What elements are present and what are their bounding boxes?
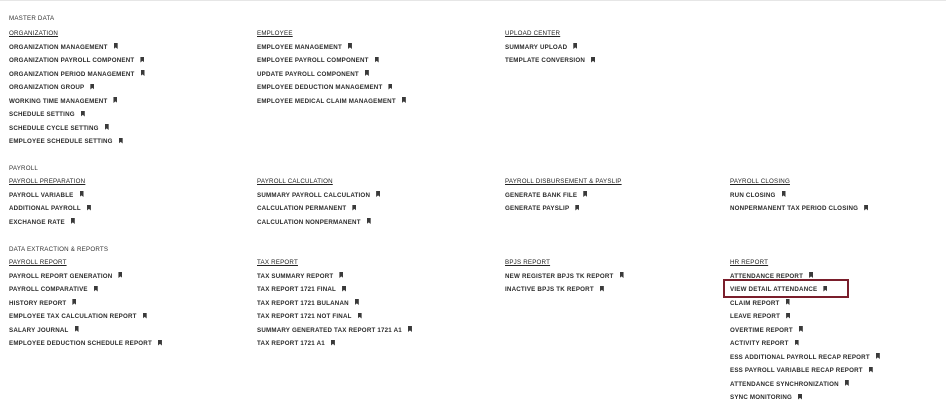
- menu-link-claim-report[interactable]: CLAIM REPORT: [730, 297, 880, 311]
- section-title-master-data: MASTER DATA: [9, 15, 55, 22]
- bookmark-icon[interactable]: [114, 43, 118, 49]
- group-title-tax-report: TAX REPORT: [257, 259, 298, 266]
- menu-link-payroll-comparative[interactable]: PAYROLL COMPARATIVE: [9, 283, 162, 297]
- menu-link-update-payroll-component[interactable]: UPDATE PAYROLL COMPONENT: [257, 68, 406, 82]
- bookmark-icon[interactable]: [823, 286, 827, 292]
- menu-link-payroll-report-generation[interactable]: PAYROLL REPORT GENERATION: [9, 270, 162, 284]
- group-title-payroll-calculation: PAYROLL CALCULATION: [257, 178, 333, 185]
- bookmark-icon[interactable]: [72, 299, 76, 305]
- menu-link-employee-payroll-component[interactable]: EMPLOYEE PAYROLL COMPONENT: [257, 54, 406, 68]
- group-payroll-disbursement-payslip: [505, 175, 622, 216]
- group-payroll-closing: [730, 175, 868, 216]
- bookmark-icon[interactable]: [113, 97, 117, 103]
- menu-link-calculation-permanent[interactable]: CALCULATION PERMANENT: [257, 202, 380, 216]
- group-employee: [257, 27, 406, 108]
- menu-link-tax-report-1721-not-final[interactable]: TAX REPORT 1721 NOT FINAL: [257, 310, 412, 324]
- group-upload-center: [505, 27, 595, 68]
- bookmark-icon[interactable]: [331, 340, 335, 346]
- bookmark-icon[interactable]: [158, 340, 162, 346]
- bookmark-icon[interactable]: [365, 70, 369, 76]
- menu-link-ess-payroll-variable-recap-report[interactable]: ESS PAYROLL VARIABLE RECAP REPORT: [730, 364, 880, 378]
- bookmark-icon[interactable]: [90, 84, 94, 90]
- menu-link-organization-group[interactable]: ORGANIZATION GROUP: [9, 81, 145, 95]
- menu-link-overtime-report[interactable]: OVERTIME REPORT: [730, 324, 880, 338]
- bookmark-icon[interactable]: [782, 191, 786, 197]
- bookmark-icon[interactable]: [869, 367, 873, 373]
- menu-link-template-conversion[interactable]: TEMPLATE CONVERSION: [505, 54, 595, 68]
- bookmark-icon[interactable]: [355, 299, 359, 305]
- section-title-data-extraction-reports: DATA EXTRACTION & REPORTS: [9, 246, 109, 253]
- group-tax-report: [257, 256, 412, 351]
- bookmark-icon[interactable]: [75, 326, 79, 332]
- menu-link-organization-payroll-component[interactable]: ORGANIZATION PAYROLL COMPONENT: [9, 54, 145, 68]
- bookmark-icon[interactable]: [786, 299, 790, 305]
- menu-link-generate-payslip[interactable]: GENERATE PAYSLIP: [505, 202, 622, 216]
- menu-link-sync-monitoring[interactable]: SYNC MONITORING: [730, 391, 880, 405]
- bookmark-icon[interactable]: [87, 205, 91, 211]
- menu-link-schedule-cycle-setting[interactable]: SCHEDULE CYCLE SETTING: [9, 122, 145, 136]
- bookmark-icon[interactable]: [573, 43, 577, 49]
- bookmark-icon[interactable]: [798, 394, 802, 400]
- menu-link-employee-management[interactable]: EMPLOYEE MANAGEMENT: [257, 41, 406, 55]
- bookmark-icon[interactable]: [408, 326, 412, 332]
- group-hr-report: [730, 256, 880, 405]
- menu-link-additional-payroll[interactable]: ADDITIONAL PAYROLL: [9, 202, 91, 216]
- bookmark-icon[interactable]: [600, 286, 604, 292]
- bookmark-icon[interactable]: [809, 272, 813, 278]
- menu-link-tax-report-1721-final[interactable]: TAX REPORT 1721 FINAL: [257, 283, 412, 297]
- bookmark-icon[interactable]: [71, 218, 75, 224]
- menu-link-summary-upload[interactable]: SUMMARY UPLOAD: [505, 41, 595, 55]
- section-title-payroll: PAYROLL: [9, 165, 39, 172]
- bookmark-icon[interactable]: [342, 286, 346, 292]
- menu-link-generate-bank-file[interactable]: GENERATE BANK FILE: [505, 189, 622, 203]
- menu-link-employee-medical-claim-management[interactable]: EMPLOYEE MEDICAL CLAIM MANAGEMENT: [257, 95, 406, 109]
- bookmark-icon[interactable]: [143, 313, 147, 319]
- bookmark-icon[interactable]: [367, 218, 371, 224]
- group-payroll-preparation: [9, 175, 91, 229]
- bookmark-icon[interactable]: [140, 57, 144, 63]
- group-title-payroll-preparation: PAYROLL PREPARATION: [9, 178, 86, 185]
- group-title-hr-report: HR REPORT: [730, 259, 769, 266]
- bookmark-icon[interactable]: [339, 272, 343, 278]
- group-title-employee: EMPLOYEE: [257, 30, 293, 37]
- bookmark-icon[interactable]: [105, 124, 109, 130]
- bookmark-icon[interactable]: [388, 84, 392, 90]
- menu-link-summary-payroll-calculation[interactable]: SUMMARY PAYROLL CALCULATION: [257, 189, 380, 203]
- bookmark-icon[interactable]: [786, 313, 790, 319]
- bookmark-icon[interactable]: [876, 353, 880, 359]
- menu-link-calculation-nonpermanent[interactable]: CALCULATION NONPERMANENT: [257, 216, 380, 230]
- menu-link-schedule-setting[interactable]: SCHEDULE SETTING: [9, 108, 145, 122]
- group-organization: [9, 27, 145, 149]
- group-title-upload-center: UPLOAD CENTER: [505, 30, 561, 37]
- bookmark-icon[interactable]: [845, 380, 849, 386]
- group-bpjs-report: [505, 256, 624, 297]
- bookmark-icon[interactable]: [118, 272, 122, 278]
- menu-link-working-time-management[interactable]: WORKING TIME MANAGEMENT: [9, 95, 145, 109]
- group-title-payroll-closing: PAYROLL CLOSING: [730, 178, 790, 185]
- menu-link-payroll-variable[interactable]: PAYROLL VARIABLE: [9, 189, 91, 203]
- bookmark-icon[interactable]: [376, 191, 380, 197]
- menu-link-organization-management[interactable]: ORGANIZATION MANAGEMENT: [9, 41, 145, 55]
- menu-link-attendance-synchronization[interactable]: ATTENDANCE SYNCHRONIZATION: [730, 378, 880, 392]
- menu-link-tax-report-1721-bulanan[interactable]: TAX REPORT 1721 BULANAN: [257, 297, 412, 311]
- bookmark-icon[interactable]: [864, 205, 868, 211]
- bookmark-icon[interactable]: [352, 205, 356, 211]
- menu-link-nonpermanent-tax-period-closing[interactable]: NONPERMANENT TAX PERIOD CLOSING: [730, 202, 868, 216]
- menu-link-history-report[interactable]: HISTORY REPORT: [9, 297, 162, 311]
- group-title-bpjs-report: BPJS REPORT: [505, 259, 551, 266]
- bookmark-icon[interactable]: [119, 138, 123, 144]
- bookmark-icon[interactable]: [402, 97, 406, 103]
- bookmark-icon[interactable]: [348, 43, 352, 49]
- menu-link-organization-period-management[interactable]: ORGANIZATION PERIOD MANAGEMENT: [9, 68, 145, 82]
- bookmark-icon[interactable]: [375, 57, 379, 63]
- menu-link-employee-schedule-setting[interactable]: EMPLOYEE SCHEDULE SETTING: [9, 135, 145, 149]
- bookmark-icon[interactable]: [94, 286, 98, 292]
- menu-link-attendance-report[interactable]: ATTENDANCE REPORT: [730, 270, 880, 284]
- bookmark-icon[interactable]: [575, 205, 579, 211]
- menu-link-view-detail-attendance[interactable]: VIEW DETAIL ATTENDANCE: [730, 283, 880, 297]
- bookmark-icon[interactable]: [591, 57, 595, 63]
- bookmark-icon[interactable]: [81, 111, 85, 117]
- menu-link-summary-generated-tax-report-1721-a1[interactable]: SUMMARY GENERATED TAX REPORT 1721 A1: [257, 324, 412, 338]
- group-payroll-report: [9, 256, 162, 351]
- menu-link-employee-tax-calculation-report[interactable]: EMPLOYEE TAX CALCULATION REPORT: [9, 310, 162, 324]
- menu-link-employee-deduction-schedule-report[interactable]: EMPLOYEE DEDUCTION SCHEDULE REPORT: [9, 337, 162, 351]
- group-title-organization: ORGANIZATION: [9, 30, 59, 37]
- menu-link-tax-summary-report[interactable]: TAX SUMMARY REPORT: [257, 270, 412, 284]
- bookmark-icon[interactable]: [80, 191, 84, 197]
- menu-link-leave-report[interactable]: LEAVE REPORT: [730, 310, 880, 324]
- bookmark-icon[interactable]: [141, 70, 145, 76]
- menu-link-ess-additional-payroll-recap-report[interactable]: ESS ADDITIONAL PAYROLL RECAP REPORT: [730, 351, 880, 365]
- menu-link-activity-report[interactable]: ACTIVITY REPORT: [730, 337, 880, 351]
- bookmark-icon[interactable]: [799, 326, 803, 332]
- bookmark-icon[interactable]: [583, 191, 587, 197]
- bookmark-icon[interactable]: [358, 313, 362, 319]
- bookmark-icon[interactable]: [620, 272, 624, 278]
- menu-link-new-register-bpjs-tk-report[interactable]: NEW REGISTER BPJS TK REPORT: [505, 270, 624, 284]
- group-payroll-calculation: [257, 175, 380, 229]
- bookmark-icon[interactable]: [795, 340, 799, 346]
- menu-link-tax-report-1721-a1[interactable]: TAX REPORT 1721 A1: [257, 337, 412, 351]
- menu-link-salary-journal[interactable]: SALARY JOURNAL: [9, 324, 162, 338]
- menu-link-run-closing[interactable]: RUN CLOSING: [730, 189, 868, 203]
- top-divider: [0, 0, 946, 1]
- menu-link-employee-deduction-management[interactable]: EMPLOYEE DEDUCTION MANAGEMENT: [257, 81, 406, 95]
- menu-link-exchange-rate[interactable]: EXCHANGE RATE: [9, 216, 91, 230]
- group-title-payroll-report: PAYROLL REPORT: [9, 259, 67, 266]
- group-title-payroll-disbursement-payslip: PAYROLL DISBURSEMENT & PAYSLIP: [505, 178, 622, 185]
- menu-link-inactive-bpjs-tk-report[interactable]: INACTIVE BPJS TK REPORT: [505, 283, 624, 297]
